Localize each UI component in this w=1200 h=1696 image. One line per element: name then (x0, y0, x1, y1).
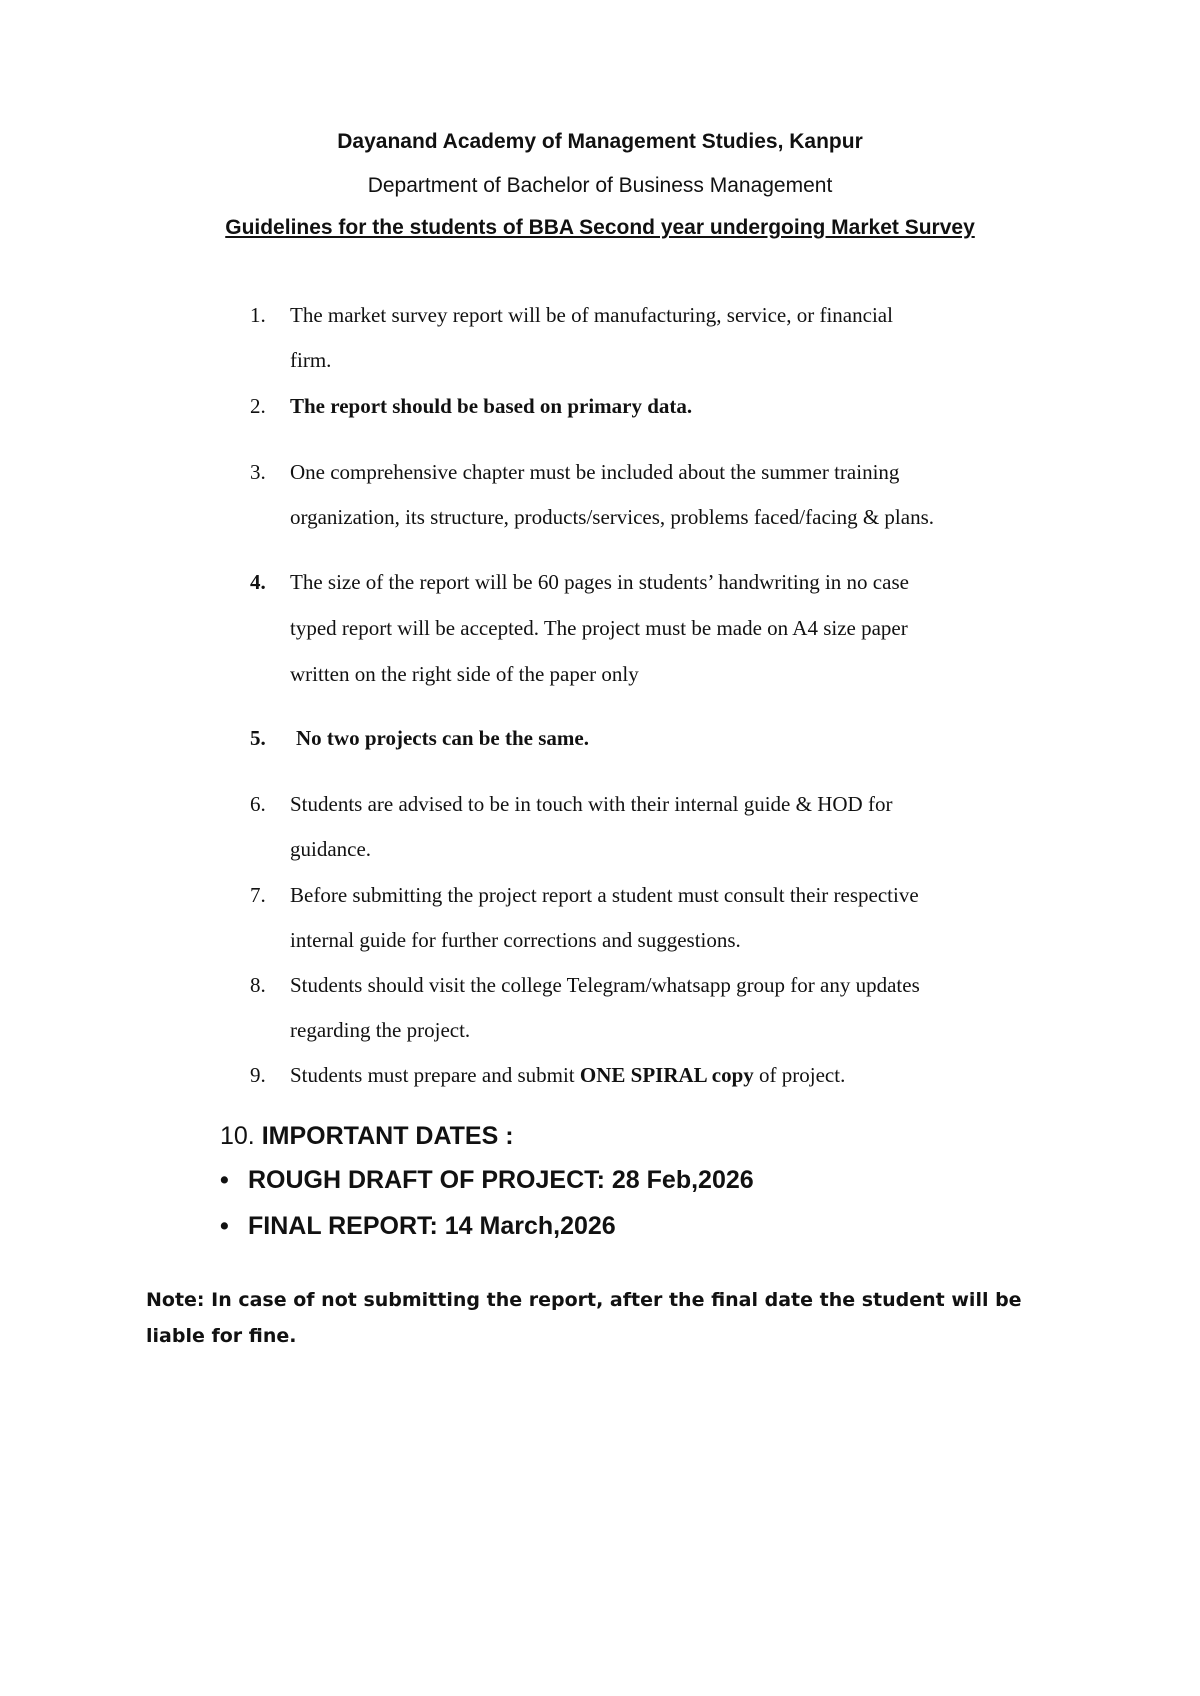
item-number: 7. (250, 883, 266, 907)
item-text-line: The size of the report will be 60 pages in students’ handwriting in no case (290, 570, 909, 594)
note-line: Note: In case of not submitting the report, after the final date the student will be (146, 1289, 1022, 1311)
item-text-line: organization, its structure, products/services, problems faced/facing & plans. (290, 505, 935, 529)
rough-draft-date (220, 1166, 754, 1195)
item-text-line: typed report will be accepted. The project must be made on A4 size paper (290, 616, 908, 640)
important-dates-heading (220, 1122, 514, 1151)
item-number: 1. (250, 303, 266, 327)
item-text-line: Students are advised to be in touch with their internal guide & HOD for (290, 792, 893, 816)
item-text-line: The report should be based on primary data. (290, 394, 693, 418)
item-number: 5. (250, 726, 266, 750)
item-number: 6. (250, 792, 266, 816)
item-text-line: guidance. (290, 837, 372, 861)
institution-name: Dayanand Academy of Management Studies, Kanpur (337, 130, 863, 153)
note-line: liable for fine. (146, 1325, 297, 1347)
item-text-line: Before submitting the project report a student must consult their respective (290, 883, 919, 907)
item-text-line: firm. (290, 348, 332, 372)
guidelines-title: Guidelines for the students of BBA Second year undergoing Market Survey (225, 216, 975, 239)
item-text-line: written on the right side of the paper only (290, 662, 639, 686)
final-report-date (220, 1212, 616, 1241)
item-text-line: internal guide for further corrections and suggestions. (290, 928, 741, 952)
note-block (146, 1282, 1046, 1354)
rough-draft-text: ROUGH DRAFT OF PROJECT: 28 Feb,2026 (248, 1166, 754, 1194)
item-text-line: Students should visit the college Telegram/whatsapp group for any updates (290, 973, 920, 997)
item-text-line: The market survey report will be of manufacturing, service, or financial (290, 303, 893, 327)
item-number: 10. (220, 1122, 255, 1150)
item-text-post: of project. (753, 1063, 846, 1087)
item-text-line: One comprehensive chapter must be included about the summer training (290, 460, 900, 484)
important-dates-title: IMPORTANT DATES : (261, 1122, 514, 1150)
final-report-text: FINAL REPORT: 14 March,2026 (248, 1212, 616, 1240)
item-text-line (290, 1053, 1060, 1098)
bullet-icon: • (220, 1166, 229, 1194)
item-text-pre: Students must prepare and submit (290, 1063, 580, 1087)
item-text-line: regarding the project. (290, 1018, 471, 1042)
item-number: 2. (250, 394, 266, 418)
item-text-bold: ONE SPIRAL copy (579, 1063, 754, 1087)
item-text-line: No two projects can be the same. (296, 726, 589, 750)
item-number: 3. (250, 460, 266, 484)
bullet-icon: • (220, 1212, 229, 1240)
item-number: 9. (250, 1063, 266, 1087)
item-number: 8. (250, 973, 266, 997)
item-number: 4. (250, 570, 266, 594)
department-name: Department of Bachelor of Business Management (367, 174, 833, 197)
